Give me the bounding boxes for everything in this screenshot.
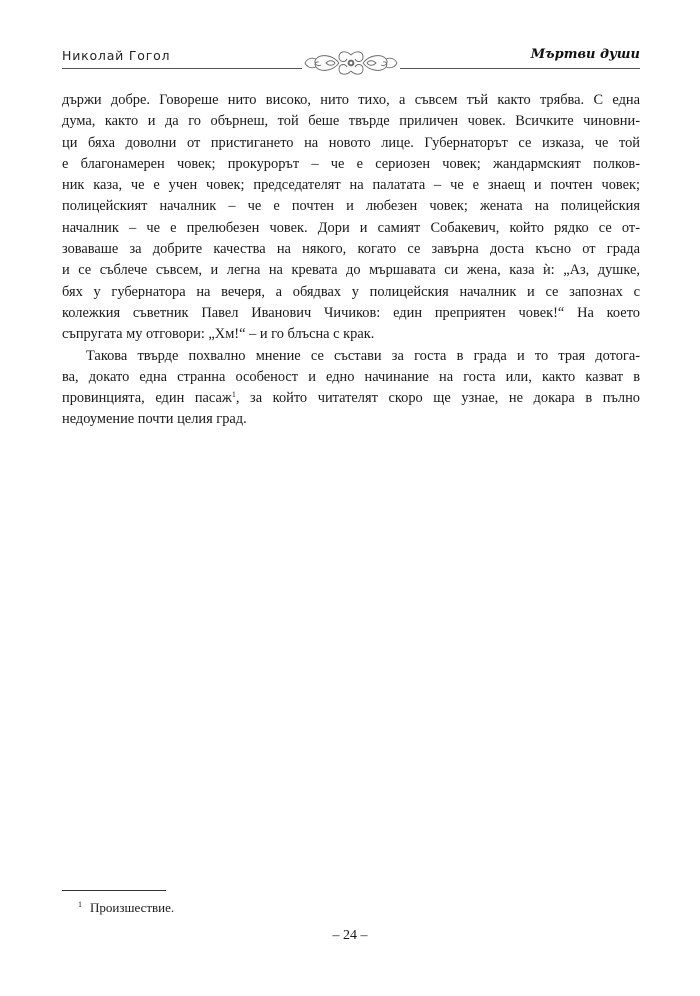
text-line: е благонамерен човек; прокурорът – че е сериозен човек; жандармският полков-: [62, 155, 640, 172]
running-header-title: Мъртви души: [530, 47, 640, 62]
running-header-author: Николай Гогол: [62, 48, 171, 63]
text-line: дума, както и да го обърнеш, той беше твърде приличен човек. Всичките чиновни-: [62, 113, 640, 130]
text-line: Такова твърде похвално мнение се състави за госта в града и то трая дотога-: [86, 347, 640, 364]
text-line: зоваваше за добрите качества на някого, когато се завърна доста късно от града: [62, 241, 640, 258]
footnote-reference[interactable]: 1: [231, 390, 236, 400]
page-number: – 24 –: [332, 928, 368, 943]
paragraph-2: [62, 346, 640, 431]
text-segment: , за който читателят скоро ще узнае, не докара в пълно: [235, 390, 641, 407]
paragraph-1: [62, 90, 640, 346]
text-line: недоумение почти целия град.: [62, 411, 247, 428]
footnote-separator: [62, 890, 166, 891]
footnote-marker: 1: [78, 900, 82, 909]
text-line: съпругата му отговори: „Хм!“ – и го блъсна с крак.: [62, 326, 375, 343]
text-line: бях у губернатора на вечеря, а обядвах у полицейския началник и се запознах с: [62, 283, 640, 300]
text-segment: провинцията, един пасаж: [62, 390, 232, 407]
text-line: държи добре. Говореше нито високо, нито тихо, а съвсем тъй както трябва. С една: [62, 92, 640, 108]
body-text: [62, 90, 640, 431]
text-line: полицейският началник – че е почтен и любезен човек; жената на полицейския: [62, 198, 640, 215]
text-line: ци бяха доволни от пристигането на новото лице. Губернаторът се изказа, че той: [62, 134, 640, 151]
running-header: [62, 42, 640, 82]
header-rule-left: [62, 68, 302, 69]
text-line: началник – че е прелюбезен човек. Дори и самият Собакевич, който рядко се от-: [62, 219, 640, 236]
text-line: ник каза, че е учен човек; председателят на палатата – че е знаещ и почтен човек;: [62, 177, 640, 194]
text-line: и се съблече съвсем, и легна на кревата до мършавата си жена, каза ѝ: „Аз, душке,: [62, 262, 640, 279]
header-rule-right: [400, 68, 640, 69]
text-line-with-footnote: [62, 388, 640, 409]
text-line: ва, докато една странна особеност и едно начинание на госта или, както казват в: [62, 368, 640, 385]
text-line: колежкия съветник Павел Иванович Чичиков: един преприятен човек!“ На което: [62, 304, 640, 321]
footnote: [78, 900, 174, 916]
footnote-text: Произшествие.: [90, 900, 175, 915]
floral-ornament-icon: [304, 46, 398, 80]
